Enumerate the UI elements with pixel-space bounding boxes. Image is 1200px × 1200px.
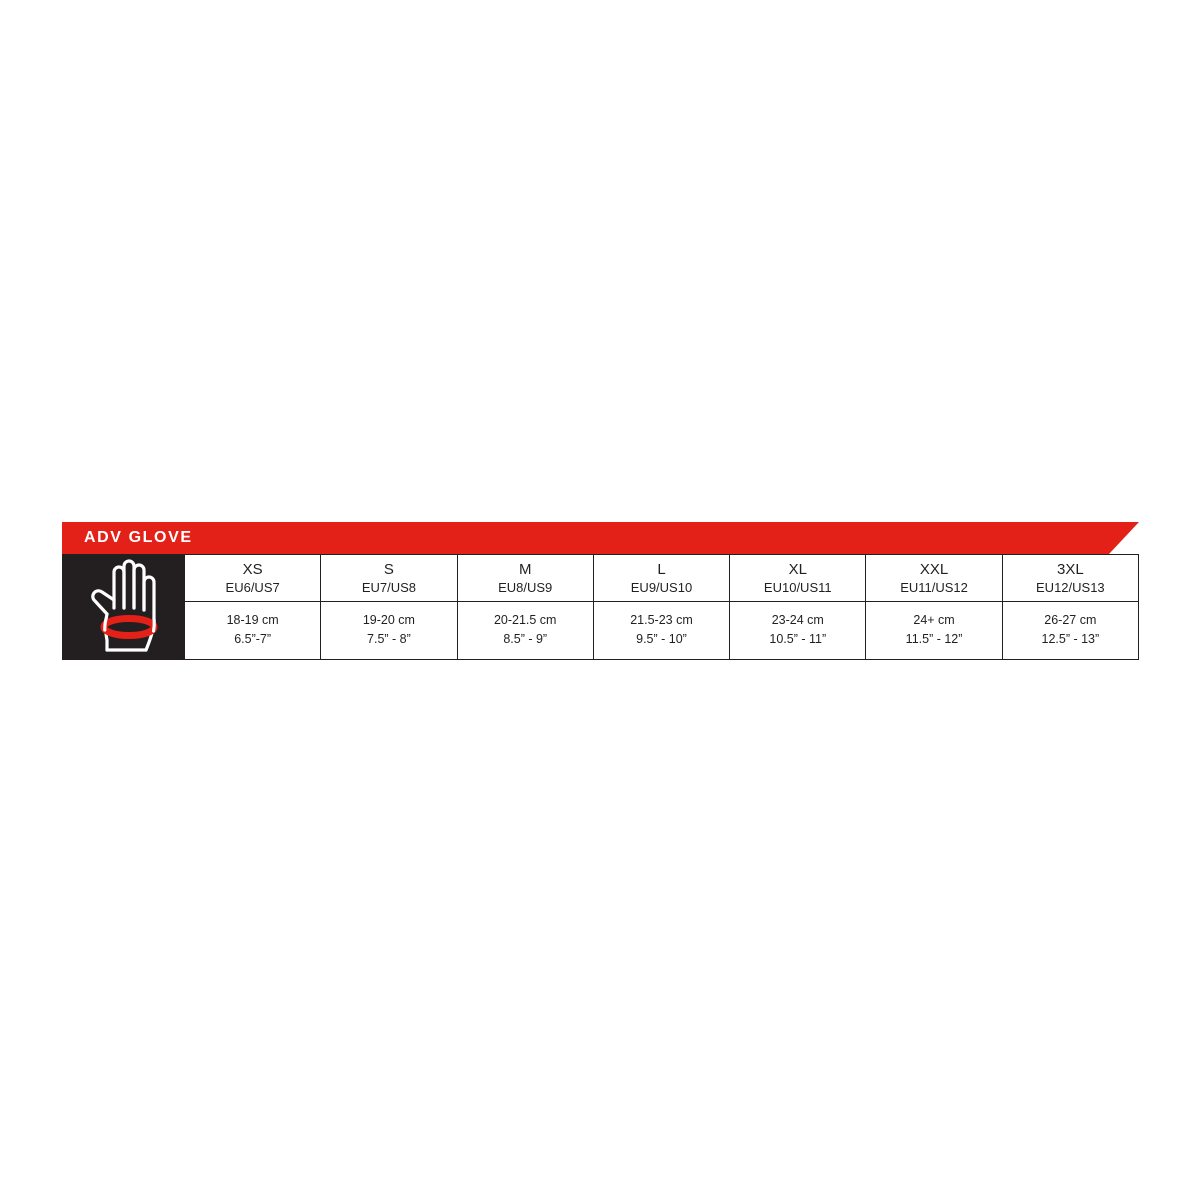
size-code: EU6/US7 xyxy=(225,579,280,595)
size-code: EU9/US10 xyxy=(630,579,693,595)
measurement-cell xyxy=(593,601,729,659)
size-code: EU8/US9 xyxy=(498,579,553,595)
size-header-cell xyxy=(321,555,457,602)
size-name: M xyxy=(518,560,532,578)
size-header-cell xyxy=(457,555,593,602)
measurement-cell xyxy=(866,601,1002,659)
measurement-cm: 18-19 cm xyxy=(226,613,279,628)
measurement-cell xyxy=(457,601,593,659)
size-code: EU7/US8 xyxy=(361,579,417,595)
size-name: XXL xyxy=(919,560,949,578)
hand-measure-icon xyxy=(63,556,184,659)
measurement-cell xyxy=(1002,601,1138,659)
measurement-cm: 24+ cm xyxy=(913,613,955,628)
measurement-cm: 26-27 cm xyxy=(1044,613,1097,628)
measurement-cm: 21.5-23 cm xyxy=(630,613,693,628)
table-row-sizes xyxy=(63,555,1139,602)
measurement-cm: 23-24 cm xyxy=(771,613,824,628)
measurement-inches: 6.5”-7” xyxy=(234,632,272,647)
measurement-inches: 9.5” - 10” xyxy=(636,632,687,647)
table-row-measurements xyxy=(63,601,1139,659)
size-header-cell xyxy=(1002,555,1138,602)
measurement-cell xyxy=(730,601,866,659)
size-name: L xyxy=(657,560,666,578)
measurement-cm: 20-21.5 cm xyxy=(493,613,557,628)
size-header-cell xyxy=(866,555,1002,602)
measurement-inches: 11.5” - 12” xyxy=(905,632,963,647)
size-header-cell xyxy=(185,555,321,602)
banner-background xyxy=(62,522,1139,554)
size-header-cell xyxy=(730,555,866,602)
measurement-inches: 8.5” - 9” xyxy=(503,632,548,647)
size-chart xyxy=(62,522,1139,660)
chart-title-banner xyxy=(62,522,1139,554)
size-code: EU11/US12 xyxy=(900,579,968,595)
size-name: XL xyxy=(788,560,807,578)
measurement-cell xyxy=(321,601,457,659)
size-code: EU10/US11 xyxy=(763,579,832,595)
size-name: XS xyxy=(242,560,263,578)
measurement-cell xyxy=(185,601,321,659)
measurement-cm: 19-20 cm xyxy=(362,613,415,628)
measurement-inches: 7.5” - 8” xyxy=(367,632,411,647)
size-name: 3XL xyxy=(1056,560,1084,578)
measurement-inches: 10.5” - 11” xyxy=(769,632,827,647)
size-code: EU12/US13 xyxy=(1036,579,1105,595)
size-header-cell xyxy=(593,555,729,602)
size-name: S xyxy=(383,560,394,578)
hand-icon-cell xyxy=(63,555,185,660)
size-table xyxy=(62,554,1139,660)
page-title: ADV GLOVE xyxy=(84,529,193,546)
measurement-inches: 12.5” - 13” xyxy=(1041,632,1100,647)
